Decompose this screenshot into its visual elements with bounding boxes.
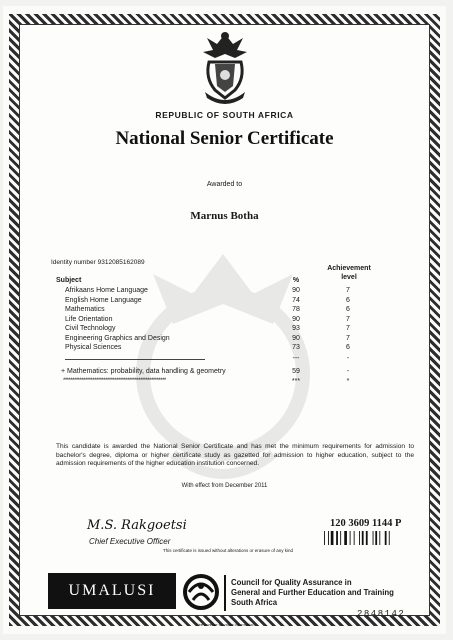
star-percent-mark: *** [291,378,301,385]
additional-subject-percent: 59 [292,368,300,375]
barcode-bar [336,531,338,545]
subject-percent: 90 [292,334,300,342]
barcode [324,531,414,545]
barcode-bar [359,531,360,545]
subject-percent: 90 [292,287,300,294]
admission-statement: This candidate is awarded the National Senior Certificate and has met the minimum requirements for admission to bachelor's degree, diploma or higher certificate study as gazetted for admission to higher education, subject to the admission requirements of the higher education institution concerned. [56,443,414,467]
effective-date: With effect from December 2011 [181,483,268,489]
coat-of-arms-icon [195,28,255,106]
subject-row [3,325,446,334]
subject-percent: 90 [292,315,300,323]
barcode-bar [373,531,374,545]
subject-level: 6 [346,306,350,313]
star-level-mark: * [346,378,350,385]
council-line: Council for Quality Assurance in [231,578,352,587]
serial-number: 2848142 [357,609,406,619]
subject-percent: 93 [292,325,300,332]
barcode-bar [350,531,351,545]
barcode-bar [362,531,364,545]
subject-row [3,344,446,353]
signature [85,514,195,536]
achievement-header-line1: Achievement [327,265,371,272]
officer-title: Chief Executive Officer [89,537,171,546]
umalusi-logo-text: UMALUSI [48,573,176,609]
subject-level: 7 [346,334,350,342]
council-line: General and Further Education and Training [231,588,394,597]
certificate-title: National Senior Certificate [115,128,334,149]
issue-note: This certificate is issued without alterations or erasure of any kind [163,548,294,553]
divider-bar [224,575,226,611]
subject-name: Afrikaans Home Language [65,287,148,294]
subject-header: Subject [56,277,82,284]
barcode-bar [385,531,387,545]
subject-name: Civil Technology [65,325,116,332]
subject-name: English Home Language [65,296,142,304]
barcode-bar [344,531,347,545]
subject-row [3,335,446,344]
star-marks-row [3,378,446,387]
separator-level-mark: - [346,355,350,362]
identity-number: Identity number 9312085162089 [51,259,145,266]
council-line: South Africa [231,598,278,607]
awarded-to-label: Awarded to [206,181,243,188]
see-reverse-note: See reverse for more information [196,622,255,627]
additional-subject-row [3,368,446,377]
certificate-number: 120 3609 1144 P [330,518,402,529]
barcode-bar [328,531,329,545]
barcode-bar [331,531,334,545]
barcode-bar [324,531,325,545]
additional-subject-name: + Mathematics: probability, data handling & geometry [61,368,226,375]
umalusi-emblem-icon [181,572,221,612]
separator-percent-mark: --- [292,355,300,362]
subject-level: 6 [346,296,350,304]
certificate-page [3,6,446,634]
subject-percent: 74 [292,296,300,304]
subject-row [3,287,446,296]
subject-name: Life Orientation [65,315,113,323]
barcode-bar [366,531,368,545]
star-marks-line: ******************************************************** [63,378,166,384]
subject-percent: 73 [292,344,300,351]
subject-row [3,297,446,306]
subject-row [3,306,446,315]
subject-level: 7 [346,287,350,294]
subject-level: 7 [346,315,350,323]
coat-of-arms [3,28,446,106]
country-name: REPUBLIC OF SOUTH AFRICA [155,110,294,120]
barcode-bar [389,531,390,545]
subject-row [3,316,446,325]
barcode-bar [354,531,355,545]
council-name [231,578,394,608]
subject-name: Mathematics [65,306,105,313]
subject-percent: 78 [292,306,300,313]
candidate-name: Marnus Botha [190,210,259,222]
additional-subject-level: - [346,368,350,375]
subject-level: 6 [346,344,350,351]
percent-header: % [292,277,300,284]
subject-level: 7 [346,325,350,332]
barcode-bar [379,531,380,545]
subject-name: Physical Sciences [65,344,122,351]
achievement-header [318,264,380,282]
separator-marks-row [3,355,446,364]
subject-name: Engineering Graphics and Design [65,334,170,342]
achievement-header-line2: level [341,274,357,281]
barcode-bar [340,531,341,545]
barcode-bar [375,531,377,545]
signature-text: M.S. Rakgoetsi [87,518,187,533]
